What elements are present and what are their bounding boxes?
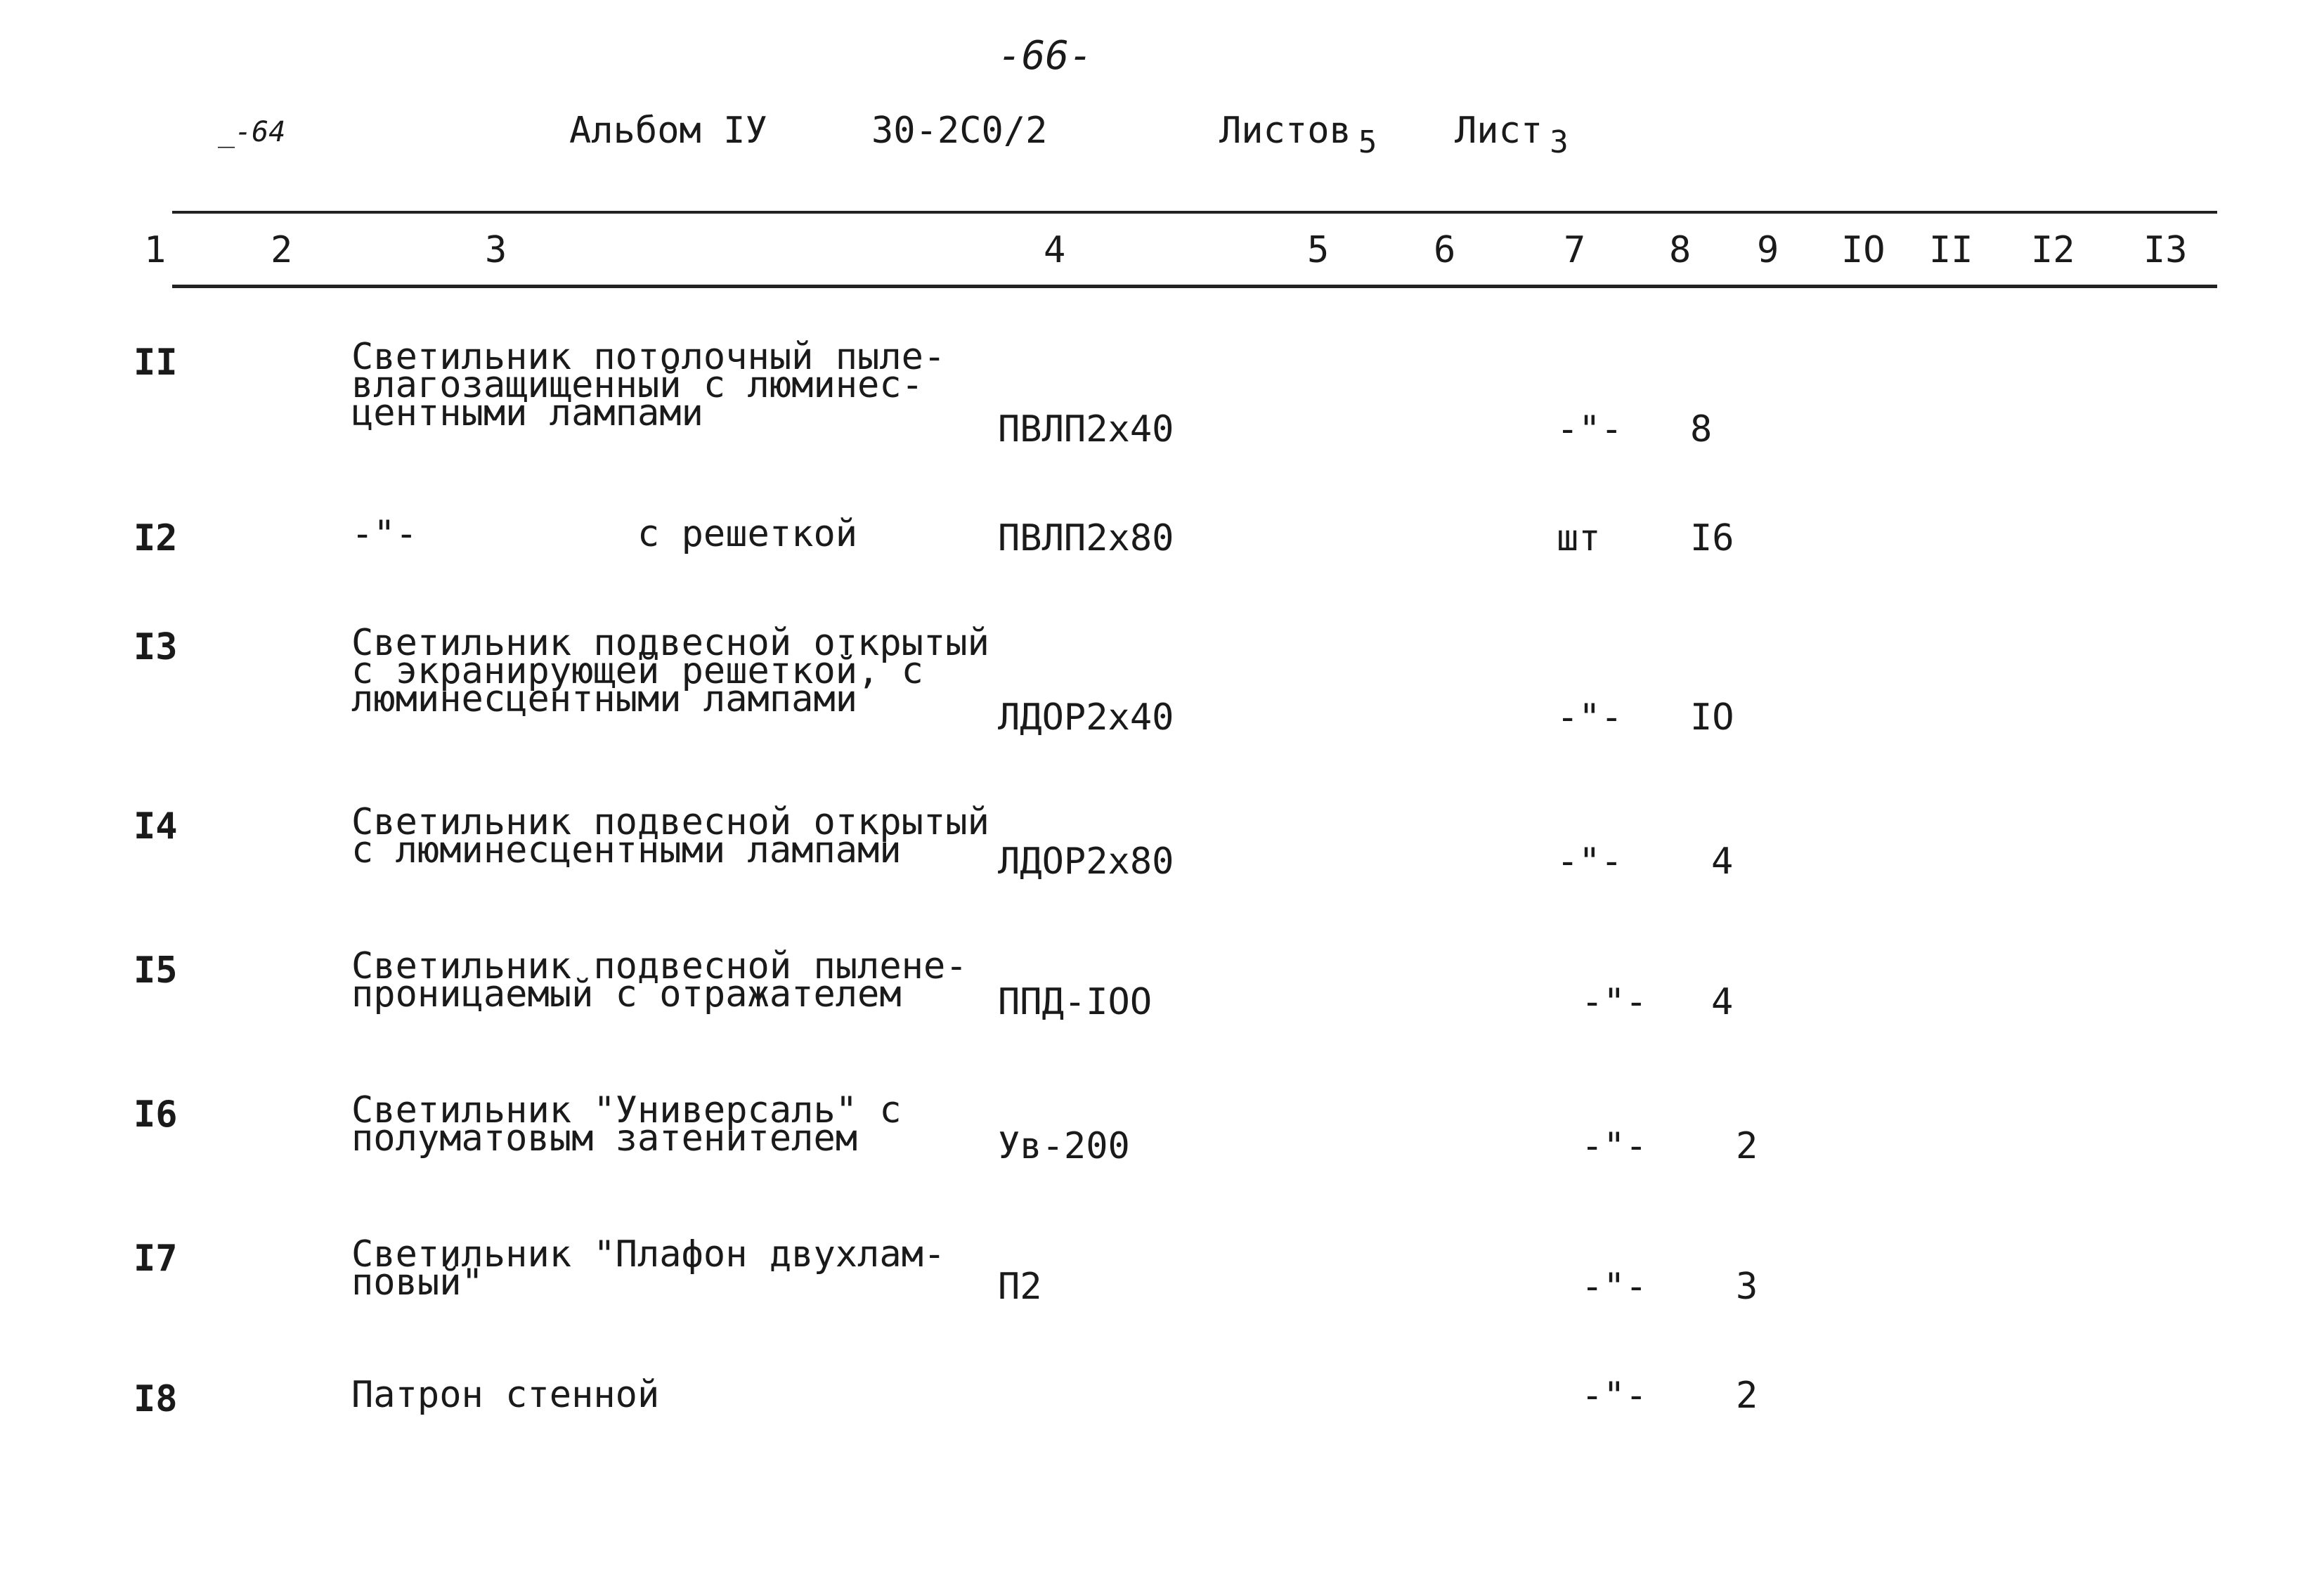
sheet-number <box>1455 112 1569 158</box>
column-number: 2 <box>271 229 293 271</box>
item-code: ППД-IOO <box>998 981 1153 1023</box>
table-header-bottom-rule <box>172 285 2217 288</box>
column-number: 9 <box>1757 229 1779 271</box>
item-unit: -"- <box>1581 1375 1647 1417</box>
item-unit: -"- <box>1581 981 1647 1023</box>
row-number: I6 <box>134 1093 178 1136</box>
item-code: ЛДОР2х40 <box>998 696 1174 739</box>
row-number: I3 <box>134 626 178 668</box>
album-label: Альбом IУ <box>569 110 767 152</box>
sheets-value: 5 <box>1358 124 1377 160</box>
item-unit: шт <box>1557 517 1601 559</box>
column-number: I3 <box>2143 229 2188 271</box>
item-code: ЛДОР2х80 <box>998 841 1174 883</box>
row-number: I5 <box>134 949 178 992</box>
item-description: Светильник "Плафон двухлам- повый" <box>351 1233 946 1304</box>
sheets-label: Листов <box>1219 110 1351 152</box>
item-unit: -"- <box>1557 408 1623 450</box>
item-description: Светильник подвесной пылене- проницаемый с отражателем <box>351 945 968 1015</box>
item-description: Патрон стенной <box>351 1374 660 1416</box>
sheet-value: 3 <box>1550 124 1569 160</box>
item-code: ПВЛП2х80 <box>998 517 1174 559</box>
item-description: -"- с решеткой <box>351 513 858 555</box>
item-unit: -"- <box>1557 841 1623 883</box>
item-description: Светильник потолочный пыле- влагозащищенный с люминес- центными лампами <box>351 336 946 434</box>
column-number: 1 <box>144 229 167 271</box>
item-code: П2 <box>998 1266 1042 1308</box>
column-number: I2 <box>2031 229 2075 271</box>
row-number: I4 <box>134 805 178 848</box>
item-quantity: 4 <box>1711 841 1734 883</box>
row-number: I8 <box>134 1378 178 1420</box>
document-code: 30-2C0/2 <box>871 110 1048 152</box>
row-number: I2 <box>134 517 178 559</box>
column-number: 5 <box>1307 229 1330 271</box>
item-code: ПВЛП2х40 <box>998 408 1174 450</box>
item-quantity: 4 <box>1711 981 1734 1023</box>
column-number: 7 <box>1564 229 1586 271</box>
item-unit: -"- <box>1581 1125 1647 1167</box>
sheet-label: Лист <box>1455 110 1543 152</box>
column-number: 3 <box>485 229 507 271</box>
row-number: I7 <box>134 1238 178 1280</box>
page-number: -66- <box>998 33 1093 79</box>
item-quantity: IO <box>1690 696 1734 739</box>
column-number: 4 <box>1044 229 1066 271</box>
row-number: II <box>134 342 178 384</box>
column-number: 6 <box>1434 229 1456 271</box>
sheets-count <box>1219 112 1377 158</box>
item-unit: -"- <box>1557 696 1623 739</box>
item-description: Светильник подвесной открытый с экранирующей решеткой, с люминесцентными лампами <box>351 622 989 720</box>
item-description: Светильник подвесной открытый с люминесцентными лампами <box>351 801 989 871</box>
item-quantity: 2 <box>1736 1375 1758 1417</box>
column-number: IO <box>1841 229 1885 271</box>
table-header-top-rule <box>172 211 2217 214</box>
item-unit: -"- <box>1581 1266 1647 1308</box>
item-quantity: I6 <box>1690 517 1734 559</box>
column-number: 8 <box>1669 229 1692 271</box>
item-quantity: 2 <box>1736 1125 1758 1167</box>
item-description: Светильник "Универсаль" с полуматовым затенителем <box>351 1089 902 1160</box>
column-number: II <box>1929 229 1973 271</box>
item-quantity: 3 <box>1736 1266 1758 1308</box>
item-code: Ув-200 <box>998 1125 1130 1167</box>
item-quantity: 8 <box>1690 408 1713 450</box>
left-mark: _-64 <box>218 116 286 148</box>
